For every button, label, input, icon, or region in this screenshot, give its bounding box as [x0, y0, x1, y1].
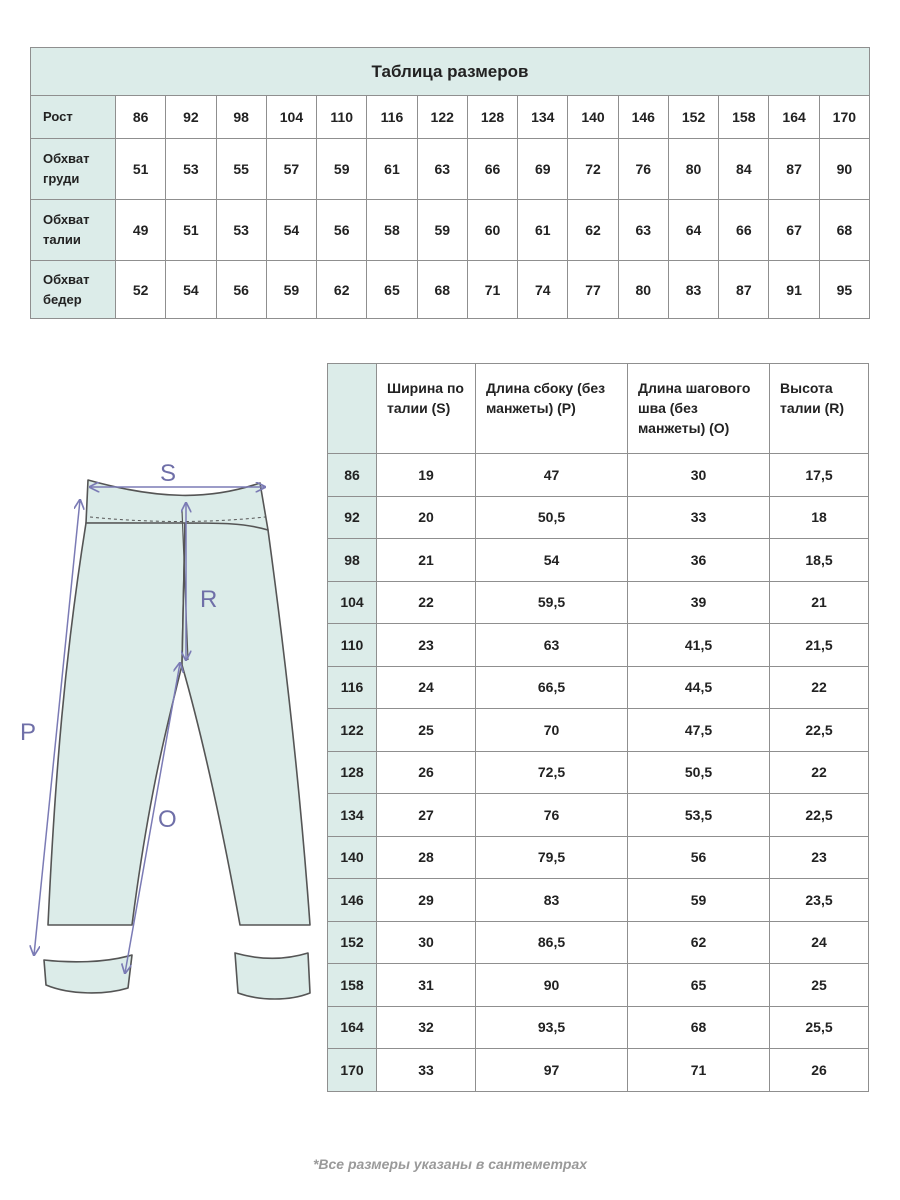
- size-chart-cell: 170: [819, 96, 869, 139]
- size-chart-cell: 76: [618, 139, 668, 200]
- size-chart-cell: 80: [668, 139, 718, 200]
- table-row: [328, 581, 869, 624]
- table-row: [328, 794, 869, 837]
- size-chart-cell: 63: [417, 139, 467, 200]
- measurement-cell: 93,5: [476, 1006, 628, 1049]
- measurement-cell: 22: [377, 581, 476, 624]
- size-chart-cell: 158: [719, 96, 769, 139]
- pants-diagram: [10, 455, 330, 1015]
- size-chart-row-label: Рост: [31, 96, 116, 139]
- size-cell: 140: [328, 836, 377, 879]
- measurement-cell: 33: [377, 1049, 476, 1092]
- table-row: [328, 964, 869, 1007]
- header-side-length: Длина сбоку (без манжеты) (P): [476, 364, 628, 454]
- size-chart-cell: 71: [467, 261, 517, 319]
- size-cell: 152: [328, 921, 377, 964]
- measurement-cell: 32: [377, 1006, 476, 1049]
- measurement-cell: 27: [377, 794, 476, 837]
- size-chart-cell: 128: [467, 96, 517, 139]
- measurement-cell: 22,5: [770, 709, 869, 752]
- size-chart-cell: 152: [668, 96, 718, 139]
- size-chart-cell: 134: [518, 96, 568, 139]
- size-chart-cell: 80: [618, 261, 668, 319]
- size-chart-row-label: Обхват груди: [31, 139, 116, 200]
- measurement-cell: 21,5: [770, 624, 869, 667]
- measurement-cell: 62: [628, 921, 770, 964]
- size-chart-cell: 56: [317, 200, 367, 261]
- measurement-cell: 22,5: [770, 794, 869, 837]
- measurement-cell: 86,5: [476, 921, 628, 964]
- label-s: S: [160, 460, 177, 487]
- measurement-cell: 68: [628, 1006, 770, 1049]
- size-cell: 164: [328, 1006, 377, 1049]
- size-chart-cell: 116: [367, 96, 417, 139]
- table-row: [328, 1006, 869, 1049]
- size-chart-row-label: Обхват талии: [31, 200, 116, 261]
- measurement-cell: 26: [770, 1049, 869, 1092]
- measurement-cell: 18: [770, 496, 869, 539]
- measurement-cell: 50,5: [476, 496, 628, 539]
- footnote: *Все размеры указаны в сантеметрах: [312, 1156, 588, 1172]
- size-chart-row-label: Обхват бедер: [31, 261, 116, 319]
- measurement-cell: 56: [628, 836, 770, 879]
- label-p: P: [20, 719, 37, 746]
- size-cell: 86: [328, 454, 377, 497]
- measurement-cell: 25: [770, 964, 869, 1007]
- measurement-cell: 29: [377, 879, 476, 922]
- measurement-cell: 31: [377, 964, 476, 1007]
- size-chart-cell: 60: [467, 200, 517, 261]
- header-waist-width: Ширина по талии (S): [377, 364, 476, 454]
- measurement-cell: 70: [476, 709, 628, 752]
- size-chart-cell: 55: [216, 139, 266, 200]
- table-row: [328, 496, 869, 539]
- size-chart-cell: 67: [769, 200, 819, 261]
- measurement-cell: 83: [476, 879, 628, 922]
- size-cell: 116: [328, 666, 377, 709]
- size-cell: 110: [328, 624, 377, 667]
- measurement-cell: 47: [476, 454, 628, 497]
- size-cell: 92: [328, 496, 377, 539]
- size-chart-cell: 52: [116, 261, 166, 319]
- measurement-cell: 79,5: [476, 836, 628, 879]
- table-row: [328, 539, 869, 582]
- size-chart-cell: 66: [467, 139, 517, 200]
- size-chart-cell: 51: [166, 200, 216, 261]
- table-row: [328, 454, 869, 497]
- header-waist-height: Высота талии (R): [770, 364, 869, 454]
- size-chart-row: [31, 200, 870, 261]
- label-o: O: [158, 806, 177, 833]
- size-cell: 104: [328, 581, 377, 624]
- size-chart-cell: 74: [518, 261, 568, 319]
- label-r: R: [200, 586, 218, 613]
- measurement-cell: 30: [377, 921, 476, 964]
- size-chart-title: Таблица размеров: [31, 48, 870, 96]
- table-row: [328, 709, 869, 752]
- measurement-cell: 28: [377, 836, 476, 879]
- table-row: [328, 751, 869, 794]
- measurement-cell: 25,5: [770, 1006, 869, 1049]
- measurement-cell: 76: [476, 794, 628, 837]
- measurement-cell: 20: [377, 496, 476, 539]
- table-row: [328, 836, 869, 879]
- size-chart-cell: 83: [668, 261, 718, 319]
- size-chart-cell: 98: [216, 96, 266, 139]
- size-chart-cell: 110: [317, 96, 367, 139]
- size-cell: 134: [328, 794, 377, 837]
- measurement-cell: 63: [476, 624, 628, 667]
- measurement-cell: 47,5: [628, 709, 770, 752]
- size-chart-cell: 66: [719, 200, 769, 261]
- size-chart-table: [30, 47, 870, 319]
- measurement-cell: 59: [628, 879, 770, 922]
- size-chart-row: [31, 96, 870, 139]
- measurement-cell: 44,5: [628, 666, 770, 709]
- pants-shape: [44, 480, 310, 999]
- size-chart-cell: 87: [719, 261, 769, 319]
- table-row: [328, 1049, 869, 1092]
- measurement-cell: 25: [377, 709, 476, 752]
- size-chart-cell: 68: [417, 261, 467, 319]
- measurement-cell: 90: [476, 964, 628, 1007]
- size-chart-cell: 95: [819, 261, 869, 319]
- table-row: [328, 666, 869, 709]
- measurement-cell: 21: [770, 581, 869, 624]
- size-chart-cell: 54: [166, 261, 216, 319]
- size-chart-cell: 72: [568, 139, 618, 200]
- measurement-cell: 17,5: [770, 454, 869, 497]
- size-cell: 170: [328, 1049, 377, 1092]
- table-row: [328, 921, 869, 964]
- size-chart-cell: 92: [166, 96, 216, 139]
- size-chart-cell: 91: [769, 261, 819, 319]
- size-chart-row: [31, 139, 870, 200]
- size-chart-cell: 59: [266, 261, 316, 319]
- measurement-cell: 30: [628, 454, 770, 497]
- size-chart-cell: 84: [719, 139, 769, 200]
- size-chart-cell: 87: [769, 139, 819, 200]
- size-cell: 122: [328, 709, 377, 752]
- measurement-cell: 22: [770, 751, 869, 794]
- size-chart-cell: 65: [367, 261, 417, 319]
- measurement-cell: 23,5: [770, 879, 869, 922]
- measurement-cell: 33: [628, 496, 770, 539]
- size-chart-cell: 68: [819, 200, 869, 261]
- size-chart-cell: 61: [367, 139, 417, 200]
- measurement-cell: 39: [628, 581, 770, 624]
- pants-measurements-table: [327, 363, 869, 1092]
- size-chart-cell: 59: [417, 200, 467, 261]
- size-chart-cell: 49: [116, 200, 166, 261]
- size-chart-cell: 146: [618, 96, 668, 139]
- measurement-cell: 21: [377, 539, 476, 582]
- size-chart-cell: 56: [216, 261, 266, 319]
- size-chart-cell: 140: [568, 96, 618, 139]
- measurement-cell: 36: [628, 539, 770, 582]
- size-chart-cell: 86: [116, 96, 166, 139]
- size-chart-cell: 90: [819, 139, 869, 200]
- measurement-cell: 23: [770, 836, 869, 879]
- header-corner: [328, 364, 377, 454]
- measurement-cell: 71: [628, 1049, 770, 1092]
- measurement-cell: 19: [377, 454, 476, 497]
- measurement-cell: 59,5: [476, 581, 628, 624]
- size-chart-cell: 69: [518, 139, 568, 200]
- size-chart-cell: 59: [317, 139, 367, 200]
- measurement-cell: 54: [476, 539, 628, 582]
- size-chart-cell: 63: [618, 200, 668, 261]
- measurement-cell: 22: [770, 666, 869, 709]
- size-chart-cell: 77: [568, 261, 618, 319]
- size-chart-cell: 51: [116, 139, 166, 200]
- measurement-cell: 50,5: [628, 751, 770, 794]
- size-chart-cell: 122: [417, 96, 467, 139]
- table-row: [328, 879, 869, 922]
- measurement-cell: 65: [628, 964, 770, 1007]
- table-row: [328, 624, 869, 667]
- measurement-cell: 23: [377, 624, 476, 667]
- measurement-cell: 26: [377, 751, 476, 794]
- size-chart-row: [31, 261, 870, 319]
- size-chart-cell: 64: [668, 200, 718, 261]
- size-chart-cell: 57: [266, 139, 316, 200]
- measurement-cell: 53,5: [628, 794, 770, 837]
- measurement-cell: 24: [377, 666, 476, 709]
- size-chart-cell: 61: [518, 200, 568, 261]
- size-cell: 158: [328, 964, 377, 1007]
- size-chart-cell: 62: [568, 200, 618, 261]
- size-chart-cell: 62: [317, 261, 367, 319]
- size-chart-cell: 54: [266, 200, 316, 261]
- size-cell: 98: [328, 539, 377, 582]
- size-cell: 146: [328, 879, 377, 922]
- measurement-cell: 41,5: [628, 624, 770, 667]
- measurement-cell: 72,5: [476, 751, 628, 794]
- measurement-cell: 24: [770, 921, 869, 964]
- measurement-cell: 18,5: [770, 539, 869, 582]
- header-inseam-length: Длина шагового шва (без манжеты) (O): [628, 364, 770, 454]
- size-chart-cell: 53: [216, 200, 266, 261]
- measurement-cell: 66,5: [476, 666, 628, 709]
- size-chart-cell: 53: [166, 139, 216, 200]
- size-chart-cell: 164: [769, 96, 819, 139]
- size-chart-cell: 58: [367, 200, 417, 261]
- size-chart-cell: 104: [266, 96, 316, 139]
- size-cell: 128: [328, 751, 377, 794]
- measurement-cell: 97: [476, 1049, 628, 1092]
